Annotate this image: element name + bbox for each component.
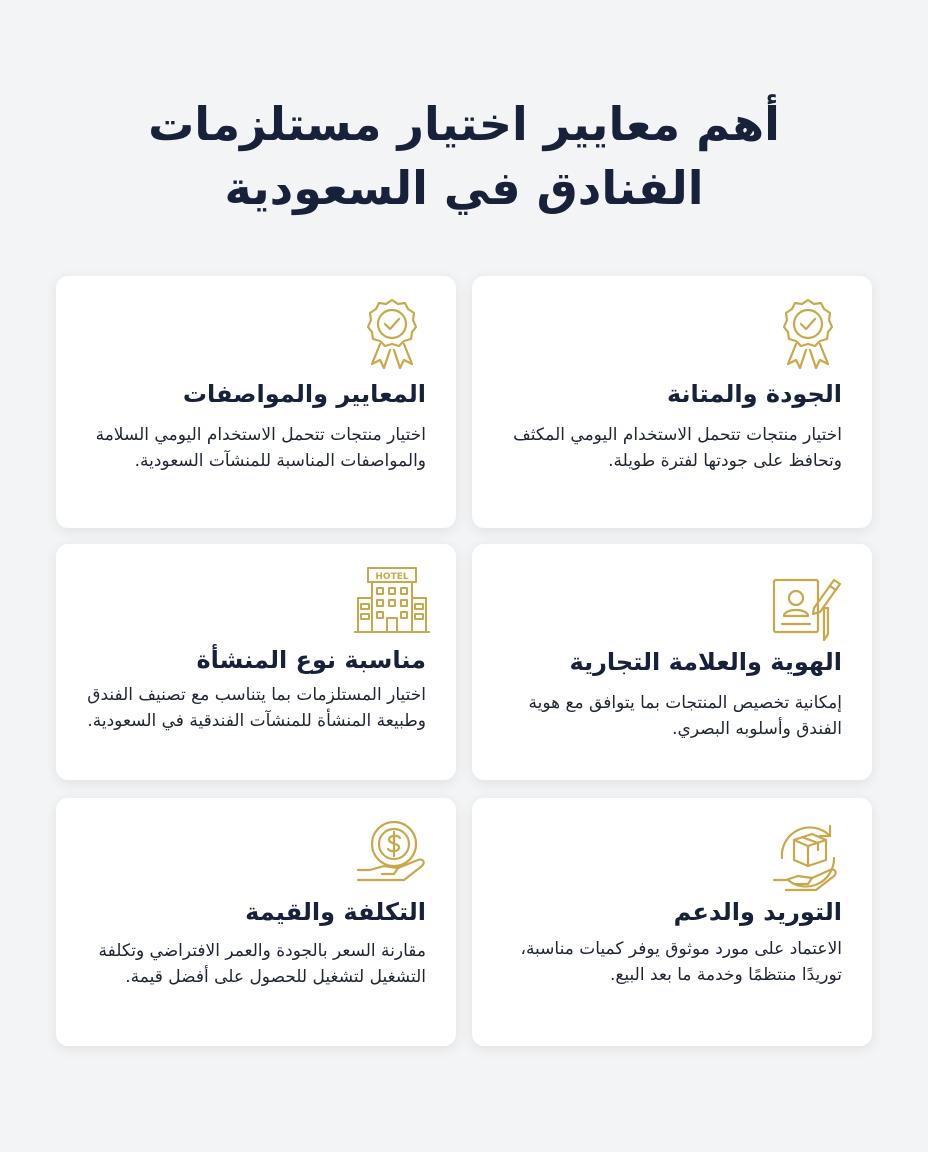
card-body: اختيار منتجات تتحمل الاستخدام اليومي المكثف وتحافظ على جودتها لفترة طويلة. (513, 425, 842, 471)
hotel-sign-text: HOTEL (375, 572, 409, 582)
card-heading: التكلفة والقيمة (245, 898, 426, 926)
card-body: اختيار منتجات تتحمل الاستخدام اليومي السلامة والمواصفات المناسبة للمنشآت السعودية. (95, 425, 426, 471)
card-heading: الهوية والعلامة التجارية (569, 648, 842, 676)
page-title-line-2: الفنادق في السعودية (224, 161, 704, 215)
card-body: الاعتماد على مورد موثوق يوفر كميات مناسبة، توريدًا منتظمًا وخدمة ما بعد البيع. (520, 939, 842, 985)
card-body: اختيار المستلزمات بما يتناسب مع تصنيف الفندق وطبيعة المنشأة للمنشآت الفندقية في السعودية. (87, 685, 426, 731)
hotel-building-icon (352, 564, 432, 644)
card-supply-support (472, 798, 872, 1046)
card-quality-durability (472, 276, 872, 528)
page-title (0, 92, 928, 220)
card-identity-branding (472, 544, 872, 780)
card-heading: مناسبة نوع المنشأة (196, 646, 426, 674)
card-body: مقارنة السعر بالجودة والعمر الافتراضي وتكلفة التشغيل لتشغيل للحصول على أفضل قيمة. (98, 941, 426, 987)
card-heading: التوريد والدعم (673, 898, 842, 926)
card-heading: الجودة والمتانة (666, 380, 842, 408)
card-body: إمكانية تخصيص المنتجات بما يتوافق مع هوية الفندق وأسلوبه البصري. (528, 693, 842, 739)
award-ribbon-icon (768, 294, 848, 374)
id-card-pen-icon (766, 568, 846, 648)
award-ribbon-icon (352, 294, 432, 374)
dollar-coin-hand-icon (354, 814, 434, 894)
card-heading: المعايير والمواصفات (182, 380, 426, 408)
card-cost-value (56, 798, 456, 1046)
page-title-line-1: أهم معايير اختيار مستلزمات (148, 97, 780, 151)
card-facility-type (56, 544, 456, 780)
box-delivery-hand-icon (768, 818, 848, 898)
card-standards-specs (56, 276, 456, 528)
